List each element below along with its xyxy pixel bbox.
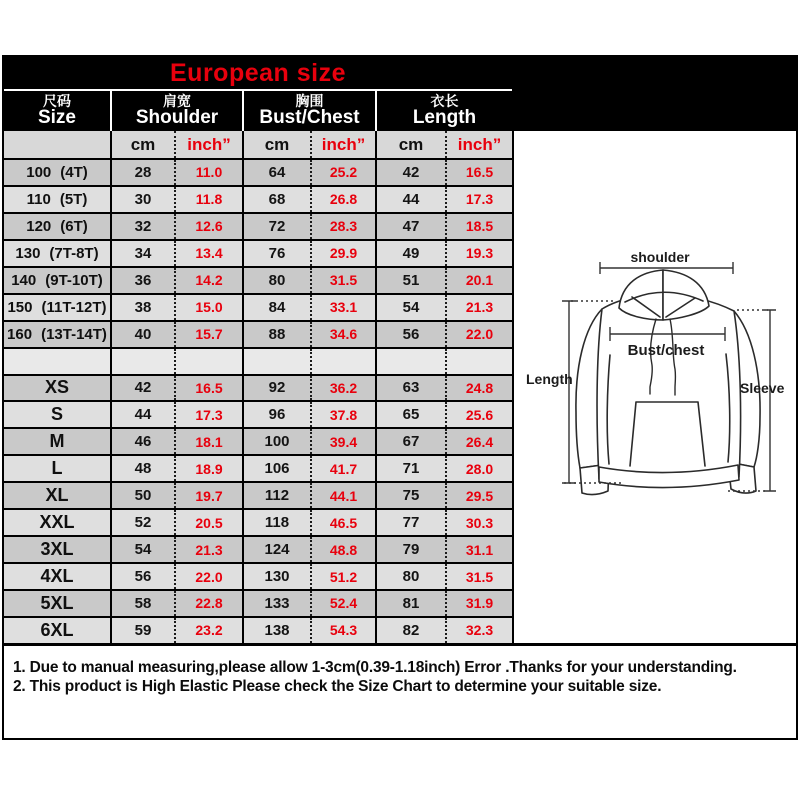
units-bust-inch: inch” [312, 131, 377, 158]
size-cell [4, 187, 112, 212]
length-cm-cell: 79 [377, 537, 447, 562]
shoulder-cm-cell [112, 349, 176, 374]
bust-cm-cell: 100 [244, 429, 312, 454]
size-label: 110 [26, 190, 51, 208]
bust-cm-cell: 118 [244, 510, 312, 535]
size-cell [4, 349, 112, 374]
bust-cm-cell: 84 [244, 295, 312, 320]
table-row [4, 591, 512, 618]
units-shoulder-inch: inch” [176, 131, 244, 158]
shoulder-cm-cell: 58 [112, 591, 176, 616]
col-header-bust-zh: 胸围 [295, 92, 324, 109]
shoulder-inch-cell: 21.3 [176, 537, 244, 562]
units-length-cm: cm [377, 131, 447, 158]
bust-label: Bust/chest [627, 342, 705, 359]
size-label: 5XL [40, 592, 74, 613]
size-label: 4XL [40, 566, 74, 587]
shoulder-cm-cell: 46 [112, 429, 176, 454]
length-inch-cell: 26.4 [465, 433, 494, 450]
length-inch-cell: 19.3 [465, 245, 494, 262]
bust-inch-cell: 54.3 [312, 618, 377, 643]
table-row [4, 402, 512, 429]
length-cm-cell: 56 [377, 322, 447, 347]
shoulder-inch-cell [176, 349, 244, 374]
length-inch-cell [447, 349, 512, 374]
bust-inch-cell: 41.7 [312, 456, 377, 481]
col-header-size-zh: 尺码 [43, 92, 71, 109]
length-cm-cell: 77 [377, 510, 447, 535]
length-inch-cell: 22.0 [465, 326, 494, 343]
size-label: 3XL [40, 539, 74, 560]
shoulder-inch-cell: 12.6 [176, 214, 244, 239]
bust-cm-cell: 130 [244, 564, 312, 589]
size-label: 140 [11, 271, 37, 289]
table-row [4, 376, 512, 403]
column-header-row [4, 91, 512, 131]
size-label: (11T-12T) [41, 298, 107, 316]
size-cell [4, 402, 112, 427]
length-inch-cell: 16.5 [465, 164, 494, 181]
shoulder-inch-cell: 22.0 [176, 564, 244, 589]
bust-inch-cell: 39.4 [312, 429, 377, 454]
bust-cm-cell [244, 349, 312, 374]
bust-cm-cell: 72 [244, 214, 312, 239]
bust-inch-cell: 51.2 [312, 564, 377, 589]
size-label: 150 [7, 298, 33, 316]
shoulder-inch-cell: 19.7 [176, 483, 244, 508]
table-row [4, 483, 512, 510]
size-label: 100 [26, 163, 52, 181]
bust-inch-cell: 29.9 [312, 241, 377, 266]
shoulder-cm-cell: 54 [112, 537, 176, 562]
bust-inch-cell: 48.8 [312, 537, 377, 562]
size-label: (6T) [60, 217, 88, 235]
size-label: M [49, 431, 65, 452]
bust-cm-cell: 92 [244, 376, 312, 401]
size-cell [4, 295, 112, 320]
length-cm-cell: 81 [377, 591, 447, 616]
size-label: (9T-10T) [45, 271, 103, 289]
sleeve-label: Sleeve [740, 380, 785, 396]
units-row [4, 131, 512, 160]
shoulder-inch-cell: 11.0 [176, 160, 244, 185]
size-label: (5T) [59, 190, 88, 208]
table-row [4, 160, 512, 187]
bust-inch-cell: 31.5 [312, 268, 377, 293]
bust-inch-cell: 37.8 [312, 402, 377, 427]
length-inch-cell: 18.5 [465, 218, 494, 235]
bust-cm-cell: 112 [244, 483, 312, 508]
size-label: XL [45, 485, 69, 506]
size-cell [4, 268, 112, 293]
length-cm-cell: 49 [377, 241, 447, 266]
size-cell [4, 322, 112, 347]
bust-cm-cell: 80 [244, 268, 312, 293]
units-shoulder-cm: cm [112, 131, 176, 158]
size-label: XXL [39, 512, 75, 533]
bust-cm-cell: 88 [244, 322, 312, 347]
page-title: European size [170, 58, 346, 87]
bust-inch-cell: 28.3 [312, 214, 377, 239]
size-label: 120 [26, 217, 52, 235]
bust-inch-cell: 36.2 [312, 376, 377, 401]
size-cell [4, 376, 112, 401]
shoulder-cm-cell: 50 [112, 483, 176, 508]
length-inch-cell: 31.5 [465, 568, 494, 585]
col-header-shoulder [110, 91, 242, 131]
shoulder-inch-cell: 11.8 [176, 187, 244, 212]
length-inch-cell: 21.3 [465, 299, 494, 316]
size-label: XS [44, 377, 69, 398]
shoulder-inch-cell: 16.5 [176, 376, 244, 401]
length-cm-cell: 71 [377, 456, 447, 481]
size-label: L [51, 458, 63, 479]
length-cm-cell: 44 [377, 187, 447, 212]
length-inch-cell: 31.1 [465, 541, 494, 558]
length-cm-cell: 63 [377, 376, 447, 401]
bust-inch-cell: 52.4 [312, 591, 377, 616]
units-size-cell [4, 131, 112, 158]
shoulder-cm-cell: 28 [112, 160, 176, 185]
shoulder-cm-cell: 32 [112, 214, 176, 239]
table-row [4, 510, 512, 537]
hoodie-diagram [514, 131, 796, 643]
size-chart-panel [2, 55, 798, 740]
shoulder-inch-cell: 17.3 [176, 402, 244, 427]
table-row [4, 241, 512, 268]
shoulder-inch-cell: 20.5 [176, 510, 244, 535]
hoodie-drawing [576, 270, 760, 495]
length-cm-cell: 65 [377, 402, 447, 427]
length-cm-cell: 51 [377, 268, 447, 293]
table-row [4, 564, 512, 591]
units-length-inch: inch” [457, 134, 502, 154]
table-row [4, 456, 512, 483]
length-cm-cell [377, 349, 447, 374]
bust-cm-cell: 68 [244, 187, 312, 212]
shoulder-inch-cell: 23.2 [176, 618, 244, 643]
shoulder-cm-cell: 44 [112, 402, 176, 427]
size-label: 130 [15, 244, 41, 262]
size-cell [4, 537, 112, 562]
shoulder-inch-cell: 22.8 [176, 591, 244, 616]
bust-cm-cell: 124 [244, 537, 312, 562]
col-header-shoulder-zh: 肩宽 [163, 92, 191, 109]
bust-cm-cell: 64 [244, 160, 312, 185]
units-bust-cm: cm [244, 131, 312, 158]
length-inch-cell: 20.1 [465, 272, 494, 289]
shoulder-inch-cell: 15.7 [176, 322, 244, 347]
bust-inch-cell: 44.1 [312, 483, 377, 508]
size-label: 160 [7, 325, 33, 343]
table-body [4, 131, 796, 643]
size-label: (13T-14T) [41, 325, 107, 343]
size-cell [4, 591, 112, 616]
shoulder-cm-cell: 59 [112, 618, 176, 643]
col-header-size [4, 91, 110, 131]
shoulder-cm-cell: 36 [112, 268, 176, 293]
bust-cm-cell: 96 [244, 402, 312, 427]
table-row [4, 537, 512, 564]
size-cell [4, 618, 112, 643]
table-row [4, 214, 512, 241]
bust-inch-cell [312, 349, 377, 374]
size-table [4, 131, 512, 643]
size-cell [4, 241, 112, 266]
length-cm-cell: 80 [377, 564, 447, 589]
sleeve-measure-line [764, 310, 776, 491]
col-header-shoulder-en: Shoulder [135, 107, 219, 129]
length-inch-cell: 24.8 [465, 379, 494, 396]
col-header-size-en: Size [37, 107, 77, 129]
shoulder-inch-cell: 18.9 [176, 456, 244, 481]
col-header-length [375, 91, 512, 131]
table-row [4, 187, 512, 214]
length-cm-cell: 82 [377, 618, 447, 643]
bust-cm-cell: 76 [244, 241, 312, 266]
length-label: Length [526, 371, 573, 387]
bust-inch-cell: 26.8 [312, 187, 377, 212]
length-inch-cell: 28.0 [465, 460, 494, 477]
size-cell [4, 160, 112, 185]
size-cell [4, 483, 112, 508]
length-cm-cell: 67 [377, 429, 447, 454]
shoulder-inch-cell: 13.4 [176, 241, 244, 266]
length-measure-line [562, 301, 576, 483]
length-inch-cell: 25.6 [465, 406, 494, 423]
table-row [4, 429, 512, 456]
col-header-bust-en: Bust/Chest [259, 107, 360, 129]
shoulder-inch-cell: 18.1 [176, 429, 244, 454]
shoulder-cm-cell: 30 [112, 187, 176, 212]
col-header-bust [242, 91, 375, 131]
length-cm-cell: 75 [377, 483, 447, 508]
note-line-2: 2. This product is High Elastic Please check the Size Chart to determine your suitable size. [13, 677, 662, 695]
shoulder-cm-cell: 48 [112, 456, 176, 481]
title-row [4, 55, 796, 91]
shoulder-label: shoulder [630, 249, 690, 265]
length-inch-cell: 31.9 [465, 595, 494, 612]
shoulder-cm-cell: 42 [112, 376, 176, 401]
bust-inch-cell: 46.5 [312, 510, 377, 535]
shoulder-inch-cell: 14.2 [176, 268, 244, 293]
length-inch-cell: 17.3 [465, 191, 494, 208]
bust-cm-cell: 106 [244, 456, 312, 481]
notes-box [4, 643, 796, 740]
bust-cm-cell: 133 [244, 591, 312, 616]
spacer-row [4, 349, 512, 376]
length-inch-cell: 32.3 [465, 622, 494, 639]
size-cell [4, 456, 112, 481]
length-cm-cell: 54 [377, 295, 447, 320]
bust-inch-cell: 33.1 [312, 295, 377, 320]
size-cell [4, 510, 112, 535]
size-label: 6XL [40, 619, 74, 640]
body [597, 294, 741, 485]
bust-inch-cell: 34.6 [312, 322, 377, 347]
table-row [4, 618, 512, 643]
length-inch-cell: 30.3 [465, 514, 494, 531]
hoodie-diagram-cell [512, 131, 796, 643]
chart-header [4, 55, 796, 131]
col-header-length-en: Length [412, 107, 477, 129]
shoulder-cm-cell: 56 [112, 564, 176, 589]
length-inch-cell: 29.5 [465, 487, 494, 504]
bust-cm-cell: 138 [244, 618, 312, 643]
note-line-1: 1. Due to manual measuring,please allow 1-3cm(0.39-1.18inch) Error .Thanks for your understanding. [13, 659, 737, 676]
size-cell [4, 564, 112, 589]
length-cm-cell: 47 [377, 214, 447, 239]
bust-inch-cell: 25.2 [312, 160, 377, 185]
shoulder-cm-cell: 34 [112, 241, 176, 266]
table-row [4, 322, 512, 349]
shoulder-cm-cell: 40 [112, 322, 176, 347]
size-label: (7T-8T) [49, 244, 99, 262]
length-cm-cell: 42 [377, 160, 447, 185]
col-header-length-zh: 衣长 [430, 92, 459, 109]
shoulder-cm-cell: 38 [112, 295, 176, 320]
size-cell [4, 214, 112, 239]
shoulder-cm-cell: 52 [112, 510, 176, 535]
size-cell [4, 429, 112, 454]
table-row [4, 295, 512, 322]
size-label: S [50, 404, 63, 425]
table-row [4, 268, 512, 295]
size-label: (4T) [60, 163, 88, 181]
shoulder-inch-cell: 15.0 [176, 295, 244, 320]
